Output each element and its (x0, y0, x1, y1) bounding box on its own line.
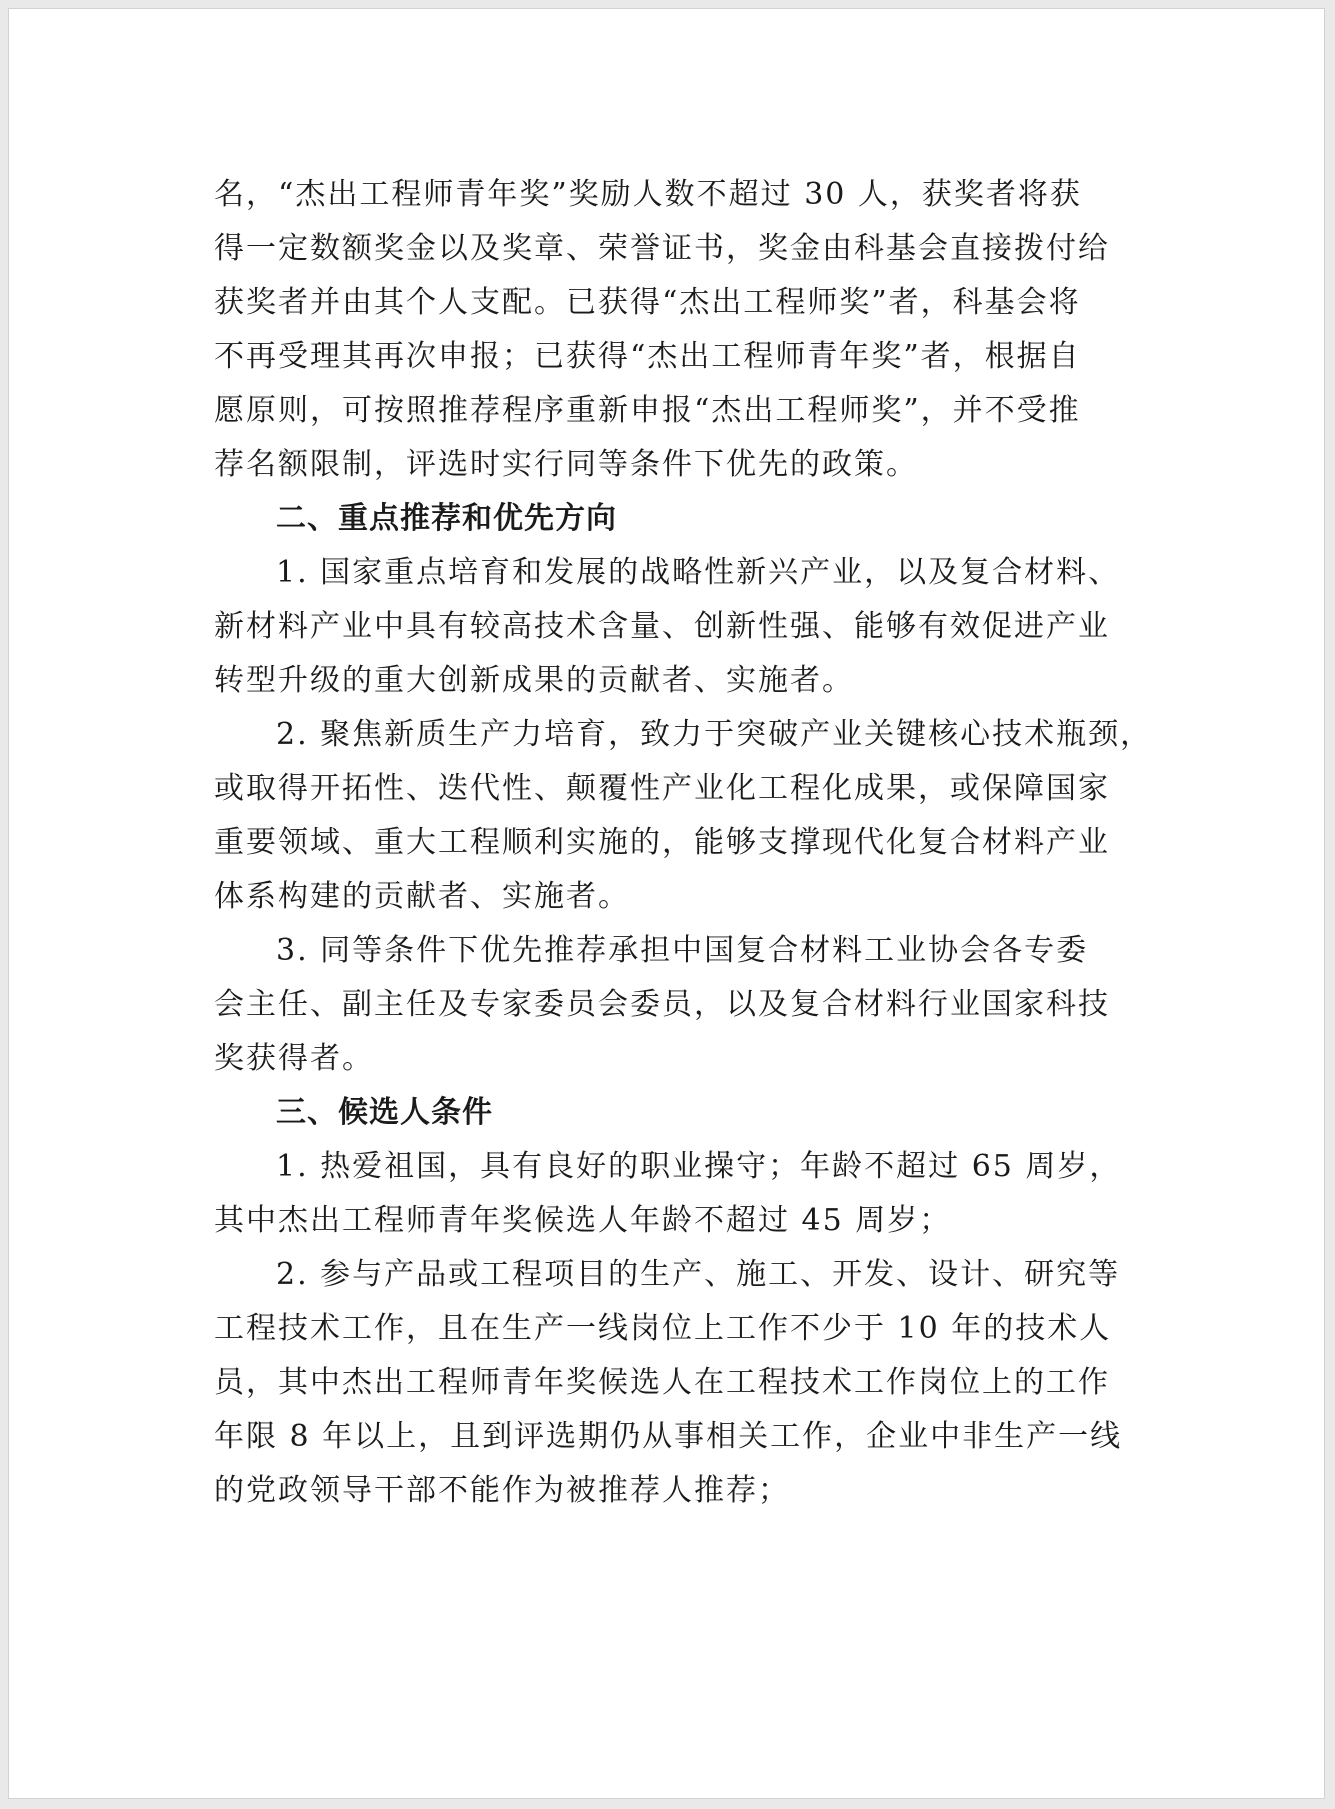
text-line: 不再受理其再次申报；已获得“杰出工程师青年奖”者，根据自 (214, 339, 1081, 374)
text-line: 愿原则，可按照推荐程序重新申报“杰出工程师奖”，并不受推 (214, 393, 1081, 428)
text-line: 获奖者并由其个人支配。已获得“杰出工程师奖”者，科基会将 (214, 285, 1081, 320)
text-line: 体系构建的贡献者、实施者。 (214, 879, 630, 914)
text-line: 3. 同等条件下优先推荐承担中国复合材料工业协会各专委 (276, 933, 1089, 968)
text-line: 1. 热爱祖国，具有良好的职业操守；年龄不超过 65 周岁， (276, 1149, 1122, 1184)
text-line: 1. 国家重点培育和发展的战略性新兴产业，以及复合材料、 (276, 555, 1121, 590)
text-line: 2. 参与产品或工程项目的生产、施工、开发、设计、研究等 (276, 1257, 1121, 1292)
text-line: 转型升级的重大创新成果的贡献者、实施者。 (214, 663, 854, 698)
text-line: 奖获得者。 (214, 1041, 374, 1076)
text-line: 新材料产业中具有较高技术含量、创新性强、能够有效促进产业 (214, 609, 1110, 644)
text-line: 名，“杰出工程师青年奖”奖励人数不超过 30 人，获奖者将获 (214, 177, 1082, 212)
text-line: 2. 聚焦新质生产力培育，致力于突破产业关键核心技术瓶颈， (276, 717, 1153, 752)
section-heading: 三、候选人条件 (276, 1095, 493, 1130)
text-line: 会主任、副主任及专家委员会委员，以及复合材料行业国家科技 (214, 987, 1110, 1022)
document-page (8, 8, 1325, 1799)
text-line: 得一定数额奖金以及奖章、荣誉证书，奖金由科基会直接拨付给 (214, 231, 1110, 266)
text-line: 工程技术工作，且在生产一线岗位上工作不少于 10 年的技术人 (214, 1311, 1112, 1346)
text-line: 重要领域、重大工程顺利实施的，能够支撑现代化复合材料产业 (214, 825, 1110, 860)
text-line: 荐名额限制，评选时实行同等条件下优先的政策。 (214, 447, 918, 482)
section-heading: 二、重点推荐和优先方向 (276, 501, 617, 536)
text-line: 的党政领导干部不能作为被推荐人推荐； (214, 1473, 790, 1508)
text-line: 或取得开拓性、迭代性、颠覆性产业化工程化成果，或保障国家 (214, 771, 1110, 806)
text-line: 其中杰出工程师青年奖候选人年龄不超过 45 周岁； (214, 1203, 952, 1238)
text-line: 年限 8 年以上，且到评选期仍从事相关工作，企业中非生产一线 (214, 1419, 1123, 1454)
text-line: 员，其中杰出工程师青年奖候选人在工程技术工作岗位上的工作 (214, 1365, 1110, 1400)
